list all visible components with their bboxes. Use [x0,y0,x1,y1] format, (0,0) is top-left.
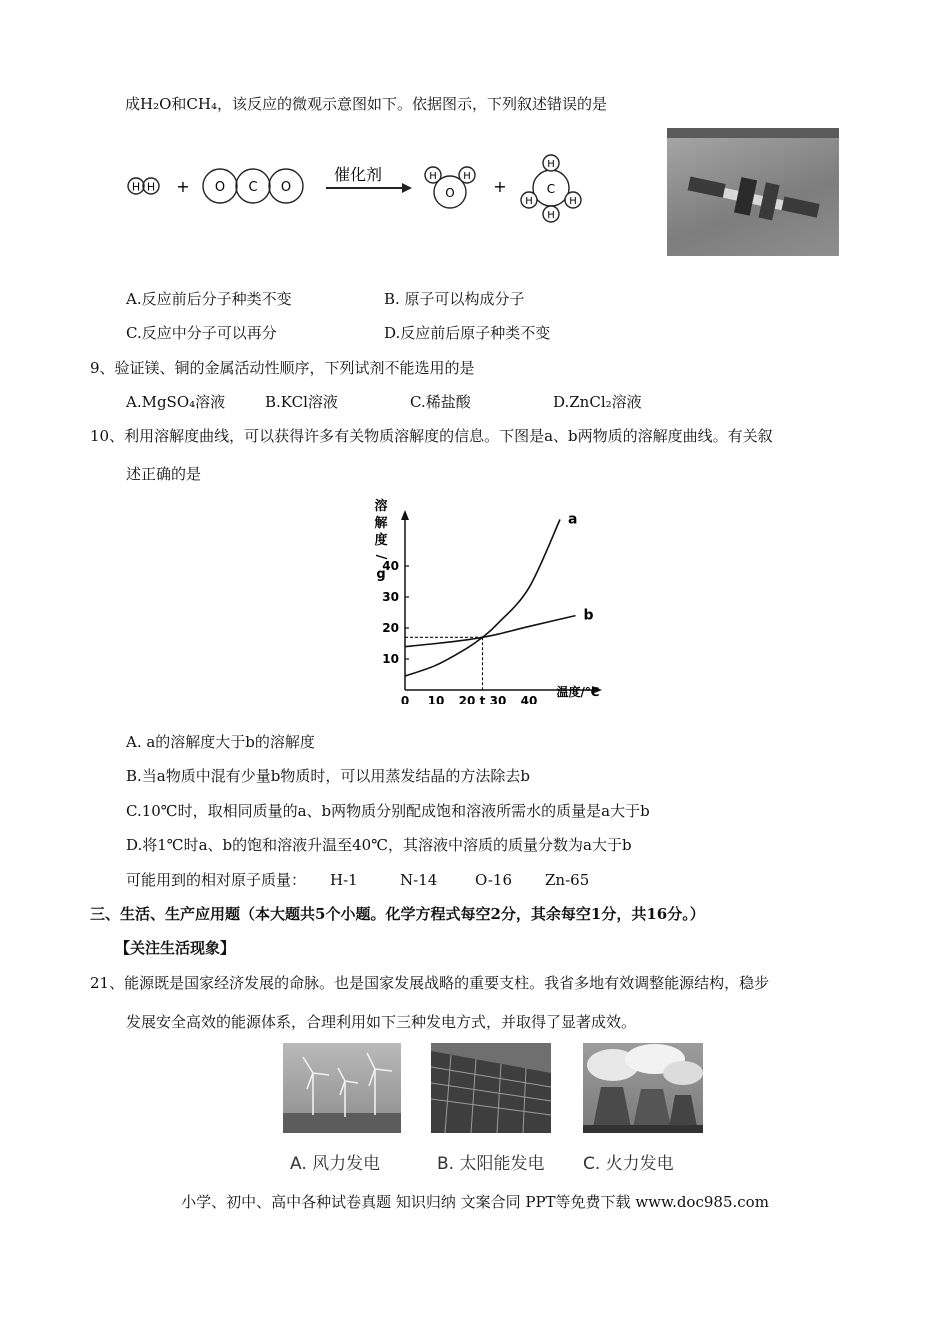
atom-label: O [214,180,226,195]
option-a: A.MgSO₄溶液 [126,393,226,411]
question-21-stem-cont: 发展安全高效的能源体系，合理利用如下三种发电方式，并取得了显著成效。 [126,1013,637,1031]
solubility-chart [368,494,608,704]
wind-power-photo [283,1043,401,1133]
atom-label: H [547,210,555,221]
y-tick-label: 10 [382,652,399,666]
option-b: B. 原子可以构成分子 [384,290,525,308]
y-tick-label: 40 [382,559,399,573]
option-b: B.当a物质中混有少量b物质时，可以用蒸发结晶的方法除去b [126,767,530,785]
y-axis-arrow [401,510,409,520]
wind-turbine-icon [283,1043,401,1133]
y-tick-label: 20 [382,621,399,635]
option-b: B.KCl溶液 [265,393,338,411]
section-3-title: 三、生活、生产应用题（本大题共5个小题。化学方程式每空2分，其余每空1分，共16分。） [90,905,705,923]
space-station-photo [667,128,839,256]
atom-label: C [248,180,258,195]
solar-power-photo [431,1043,551,1133]
thermal-power-photo [583,1043,703,1133]
caption-solar: B. 太阳能发电 [437,1154,545,1174]
caption-thermal: C. 火力发电 [583,1154,674,1174]
option-d: D.反应前后原子种类不变 [384,324,551,342]
atomic-masses-label: 可能用到的相对原子质量： [126,871,307,889]
atom-label: H [569,196,577,207]
option-c: C.10℃时，取相同质量的a、b两物质分别配成饱和溶液所需水的质量是a大于b [126,802,650,820]
x-tick-label: t [479,694,486,704]
x-tick-label: 30 [489,694,507,704]
cooling-tower-icon [583,1043,703,1133]
atom-label: C [546,182,556,196]
solar-panel-icon [431,1043,551,1133]
option-a: A. a的溶解度大于b的溶解度 [126,733,315,751]
intro-line: 成H₂O和CH₄，该反应的微观示意图如下。依据图示，下列叙述错误的是 [125,95,607,113]
atomic-mass-h: H-1 [330,871,358,889]
question-21-stem: 21、能源既是国家经济发展的命脉。也是国家发展战略的重要支柱。我省多地有效调整能源结构，稳步 [90,974,770,992]
atom-label: O [280,180,292,195]
option-d: D.ZnCl₂溶液 [553,393,642,411]
catalyst-label: 催化剂 [333,165,383,184]
atomic-mass-o: O-16 [475,871,513,889]
option-c: C.稀盐酸 [410,393,471,411]
x-tick-label: 40 [520,694,538,704]
reaction-diagram [120,150,620,230]
atom-label: H [429,171,437,182]
atom-label: H [131,180,141,194]
question-9-stem: 9、验证镁、铜的金属活动性顺序，下列试剂不能选用的是 [90,359,475,377]
plus-sign: + [493,177,507,196]
atom-label: H [525,196,533,207]
x-axis-label: 温度/℃ [556,685,600,699]
option-a: A.反应前后分子种类不变 [126,290,292,308]
x-tick-label: 10 [427,694,445,704]
y-tick-label: 30 [382,590,399,604]
question-10-stem: 10、利用溶解度曲线，可以获得许多有关物质溶解度的信息。下图是a、b两物质的溶解度曲线。有关叙 [90,427,773,445]
atom-label: H [463,171,471,182]
atom-label: H [146,180,156,194]
x-tick-label: 0 [400,694,410,704]
y-axis-label-char: / [373,554,388,560]
atom-label: H [547,159,555,170]
x-tick-label: 20 [458,694,476,704]
co2-molecule [203,169,303,203]
y-axis-label-char: 解 [374,516,388,531]
caption-wind: A. 风力发电 [290,1154,381,1174]
option-c: C.反应中分子可以再分 [126,324,277,342]
option-d: D.将1℃时a、b的饱和溶液升温至40℃，其溶液中溶质的质量分数为a大于b [126,836,632,854]
h2o-molecule [425,167,475,208]
catalyst-arrow [326,165,412,193]
section-3-subtitle: 【关注生活现象】 [115,939,236,957]
space-station-icon [667,128,839,256]
y-axis-label-char: g [376,567,386,582]
plus-sign: + [176,177,190,196]
atom-label: O [445,186,455,200]
atomic-mass-n: N-14 [400,871,438,889]
y-axis-label-char: 溶 [374,499,388,514]
series-a-label: a [568,511,578,528]
h2-molecule [128,178,159,194]
atomic-mass-zn: Zn-65 [545,871,590,889]
page-footer: 小学、初中、高中各种试卷真题 知识归纳 文案合同 PPT等免费下载 www.doc985.com [181,1193,769,1211]
ch4-molecule [521,155,581,222]
series-b-label: b [583,607,594,624]
y-axis-label-char: 度 [374,533,388,548]
question-10-stem-cont: 述正确的是 [126,465,202,483]
